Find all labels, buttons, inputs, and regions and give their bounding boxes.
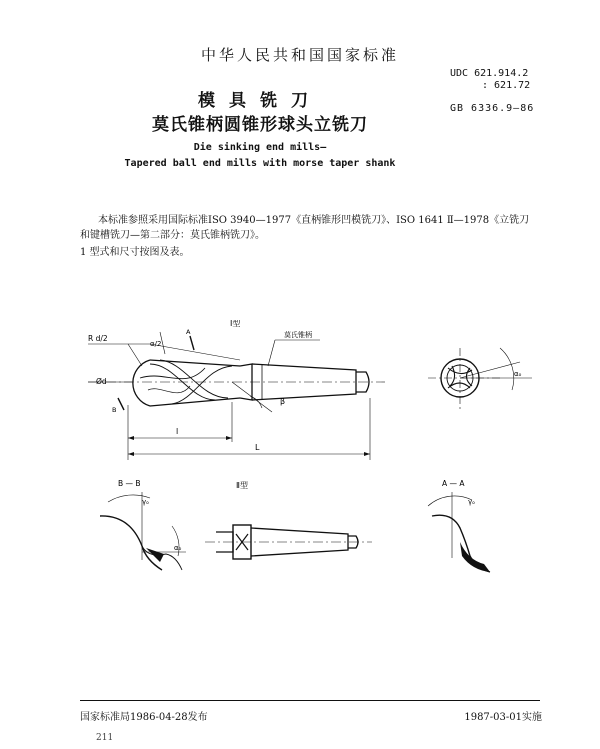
section-aa-gamma-label: γₒ bbox=[468, 498, 476, 506]
diameter-label: Ød bbox=[96, 377, 107, 386]
footer-divider bbox=[80, 700, 540, 701]
type-2-shank-drawing bbox=[205, 525, 372, 559]
type-1-label: Ⅰ型 bbox=[230, 320, 241, 328]
beta-label: β bbox=[280, 397, 286, 406]
technical-drawing bbox=[0, 320, 600, 590]
section-bb-gamma-label: γₒ bbox=[142, 498, 150, 506]
body-paragraph-line-1: 本标准参照采用国际标准ISO 3940—1977《直柄锥形凹模铣刀》、ISO 1641 Ⅱ—1978《立铣刀 bbox=[98, 215, 530, 226]
section-mark-a: A bbox=[186, 328, 191, 336]
body-paragraph-line-2: 和键槽铣刀—第二部分：莫氏锥柄铣刀》。 bbox=[80, 230, 265, 241]
section-bb-title: B — B bbox=[118, 479, 141, 488]
document-title: 模具铣刀 bbox=[198, 91, 322, 111]
issue-date: 国家标准局1986-04-28发布 bbox=[80, 712, 208, 723]
english-title-line-2: Tapered ball end mills with morse taper shank bbox=[124, 158, 396, 169]
section-aa-drawing bbox=[428, 492, 490, 572]
udc-code: UDC 621.914.2 bbox=[450, 68, 529, 79]
end-view-drawing bbox=[428, 348, 532, 410]
document-subtitle: 莫氏锥柄圆锥形球头立铣刀 bbox=[152, 115, 368, 135]
length-l-label: l bbox=[176, 427, 179, 436]
radius-label: R d/2 bbox=[88, 334, 108, 343]
type-2-label: Ⅱ型 bbox=[236, 481, 248, 490]
effective-date: 1987-03-01实施 bbox=[464, 712, 542, 723]
udc-code-sub: : 621.72 bbox=[482, 80, 531, 91]
shank-callout-label: 莫氏锥柄 bbox=[284, 331, 312, 339]
gb-standard-number: GB 6336.9—86 bbox=[450, 103, 535, 114]
english-title-line-1: Die sinking end mills— bbox=[193, 142, 327, 153]
type-1-end-mill-drawing bbox=[88, 332, 385, 460]
national-standard-header: 中华人民共和国国家标准 bbox=[200, 46, 399, 64]
length-L-label: L bbox=[255, 443, 260, 452]
half-alpha-label: α/2 bbox=[150, 340, 162, 348]
section-bb-alpha-label: αₒ bbox=[174, 544, 182, 552]
section-1-heading: 1 型式和尺寸按图及表。 bbox=[80, 247, 190, 258]
section-mark-b: B bbox=[112, 406, 117, 414]
section-aa-title: A — A bbox=[442, 479, 465, 488]
end-view-alpha-label: αₒ bbox=[514, 370, 522, 378]
page-number: 211 bbox=[96, 733, 114, 743]
